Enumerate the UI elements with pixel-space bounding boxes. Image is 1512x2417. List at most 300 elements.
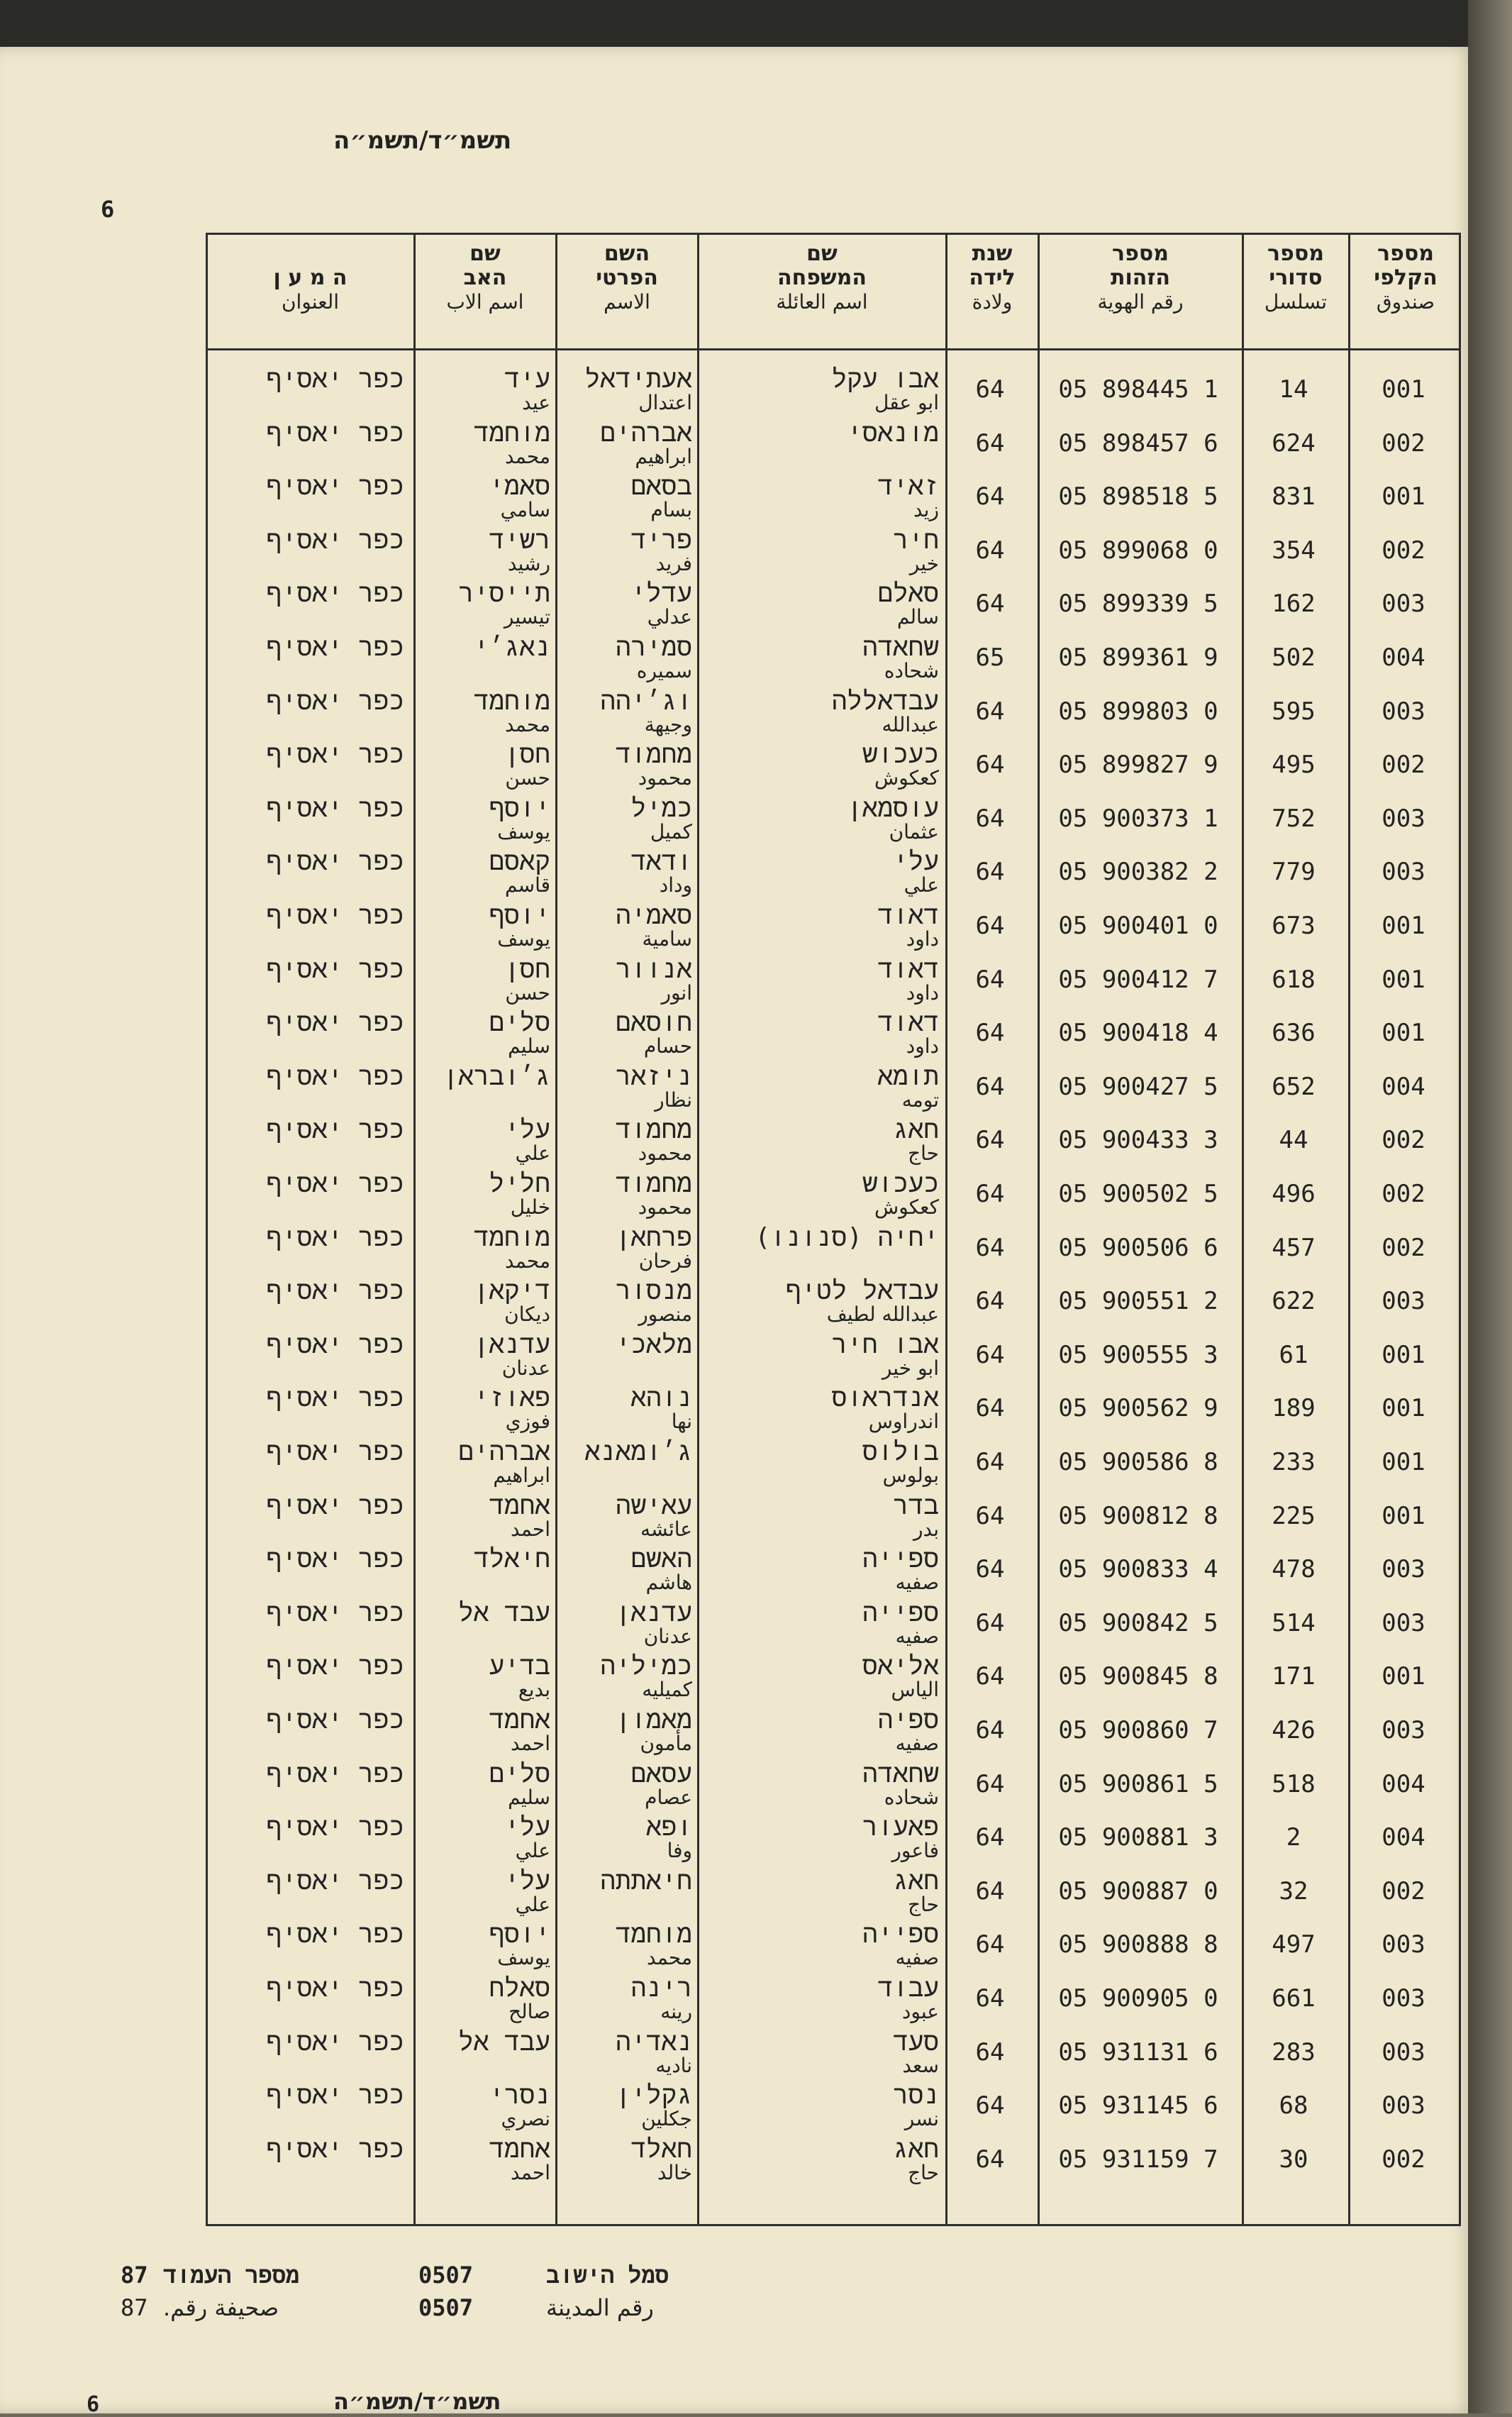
address-cell: כפר יאסיף — [266, 1329, 404, 1359]
father-name-cell — [417, 1760, 550, 1814]
header-id-number: מספר הזהות رقم الهوية — [1097, 241, 1184, 314]
father-name-arabic: محمد — [505, 712, 550, 736]
family-name-hebrew: תומא — [877, 1061, 939, 1091]
header-birth-year: שנת לידה ولادة — [969, 241, 1016, 314]
family-name-hebrew: חאג — [893, 2134, 939, 2164]
first-name-hebrew: מאמון — [615, 1705, 692, 1735]
father-name-hebrew: בדיע — [489, 1652, 550, 1681]
birth-year-cell: 64 — [975, 1876, 1005, 1906]
table-row — [206, 526, 1461, 580]
first-name-hebrew: סאמיה — [615, 901, 692, 930]
first-name-arabic: كميل — [650, 819, 692, 844]
family-name-arabic: حاج — [908, 1892, 939, 1916]
serial-cell: 14 — [1279, 375, 1308, 404]
birth-year-cell: 64 — [975, 1984, 1005, 2013]
ballot-cell: 004 — [1382, 643, 1425, 672]
birth-year-cell: 64 — [975, 1448, 1005, 1476]
family-name-arabic: شحاده — [884, 659, 939, 682]
birth-year-cell: 64 — [975, 1930, 1005, 1959]
father-name-cell — [417, 1116, 550, 1170]
father-name-hebrew: נאג׳י — [473, 633, 550, 662]
father-name-arabic: عيد — [522, 391, 550, 414]
father-name-hebrew: יוסף — [489, 793, 550, 823]
ballot-cell: 003 — [1382, 1716, 1425, 1744]
table-row — [206, 1867, 1461, 1921]
id-number-cell: 05 900427 5 — [1058, 1072, 1218, 1101]
father-name-arabic: ديكان — [504, 1302, 550, 1327]
family-name-hebrew: חאג — [893, 1866, 939, 1896]
family-name-arabic: سالم — [896, 605, 939, 629]
father-name-hebrew: סלים — [489, 1759, 550, 1788]
first-name-hebrew: עסאם — [630, 1759, 692, 1788]
id-number-cell: 05 900555 3 — [1058, 1340, 1218, 1369]
birth-year-cell: 64 — [975, 2145, 1005, 2174]
birth-year-cell: 64 — [975, 751, 1005, 780]
table-row — [206, 1652, 1461, 1706]
serial-cell: 661 — [1272, 1984, 1316, 2013]
footer-page-value: 87 — [121, 2262, 148, 2289]
id-number-cell: 05 899339 5 — [1058, 590, 1218, 619]
family-name-cell — [702, 634, 939, 687]
birth-year-cell: 64 — [975, 1662, 1005, 1691]
serial-cell: 162 — [1272, 590, 1316, 619]
father-name-cell — [417, 1063, 550, 1117]
serial-cell: 636 — [1272, 1019, 1316, 1048]
table-row — [206, 741, 1461, 795]
table-row — [206, 1545, 1461, 1599]
father-name-hebrew: מוחמד — [473, 1222, 550, 1252]
father-name-arabic: حسن — [505, 980, 550, 1005]
first-name-cell — [560, 1706, 692, 1760]
family-name-cell — [702, 1063, 939, 1117]
ballot-cell: 002 — [1382, 1233, 1425, 1262]
address-cell: כפר יאסיף — [266, 1115, 404, 1145]
first-name-hebrew: אברהים — [600, 418, 692, 448]
family-name-cell — [702, 580, 939, 634]
family-name-cell — [702, 741, 939, 795]
first-name-hebrew: ניזאר — [615, 1061, 692, 1091]
family-name-hebrew: דאוד — [877, 954, 939, 984]
table-row — [206, 1063, 1461, 1117]
table-row — [206, 1492, 1461, 1546]
family-name-hebrew: עבדאל לטיף — [785, 1276, 939, 1306]
father-name-arabic: احمد — [511, 1517, 550, 1541]
first-name-arabic: فريد — [655, 551, 692, 575]
father-name-arabic: حسن — [505, 766, 550, 790]
address-cell: כפר יאסיף — [266, 472, 404, 502]
father-name-arabic: قاسم — [504, 873, 550, 897]
first-name-hebrew: מחמוד — [615, 1115, 692, 1145]
address-cell: כפר יאסיף — [266, 1974, 404, 2003]
family-name-arabic: حاج — [908, 2160, 939, 2184]
table-row — [206, 1116, 1461, 1170]
family-name-cell — [702, 1277, 939, 1331]
first-name-hebrew: מחמוד — [615, 740, 692, 770]
first-name-cell — [560, 580, 692, 634]
first-name-arabic: كميليه — [642, 1678, 692, 1702]
id-number-cell: 05 900502 5 — [1058, 1180, 1218, 1208]
family-name-cell — [702, 1331, 939, 1385]
family-name-cell — [702, 1545, 939, 1599]
first-name-cell — [560, 1760, 692, 1814]
first-name-arabic: عدلي — [647, 605, 692, 629]
first-name-hebrew: ג׳ומאנא — [584, 1437, 692, 1466]
family-name-hebrew: אבו חיר — [831, 1329, 939, 1359]
father-name-hebrew: רשיד — [489, 525, 550, 555]
address-cell: כפר יאסיף — [266, 365, 404, 394]
footer-settlement-code-ar: 0507 — [418, 2294, 474, 2321]
father-name-cell — [417, 795, 550, 848]
father-name-arabic: محمد — [505, 444, 550, 468]
family-name-arabic: داود — [906, 1034, 939, 1058]
serial-cell: 497 — [1272, 1930, 1316, 1959]
serial-cell: 225 — [1272, 1501, 1316, 1530]
serial-cell: 61 — [1279, 1340, 1308, 1369]
first-name-cell — [560, 848, 692, 902]
father-name-arabic: خليل — [510, 1195, 550, 1219]
ballot-cell: 003 — [1382, 590, 1425, 619]
first-name-hebrew: מוחמד — [615, 1920, 692, 1949]
id-number-cell: 05 899361 9 — [1058, 643, 1218, 672]
father-name-hebrew: סאמי — [489, 472, 550, 502]
next-page-header-title: תשמ״ד/תשמ״ה — [333, 2388, 501, 2415]
id-number-cell: 05 900506 6 — [1058, 1233, 1218, 1262]
table-row — [206, 365, 1461, 419]
first-name-cell — [560, 1438, 692, 1492]
ballot-cell: 001 — [1382, 1662, 1425, 1691]
table-row — [206, 1813, 1461, 1867]
family-name-cell — [702, 1170, 939, 1224]
first-name-arabic: محمود — [638, 766, 692, 790]
id-number-cell: 05 899827 9 — [1058, 751, 1218, 780]
birth-year-cell: 64 — [975, 1126, 1005, 1155]
ballot-cell: 003 — [1382, 1984, 1425, 2013]
birth-year-cell: 64 — [975, 536, 1005, 565]
family-name-hebrew: יחיה (סנונו) — [755, 1222, 939, 1252]
father-name-arabic: سامي — [500, 498, 550, 522]
first-name-hebrew: חיאתתה — [600, 1866, 692, 1896]
father-name-cell — [417, 956, 550, 1010]
father-name-arabic: رشيد — [507, 551, 550, 575]
first-name-cell — [560, 1867, 692, 1921]
birth-year-cell: 64 — [975, 2091, 1005, 2120]
first-name-cell — [560, 1331, 692, 1385]
father-name-hebrew: סאלח — [489, 1974, 550, 2003]
family-name-hebrew: דאוד — [877, 1008, 939, 1038]
family-name-arabic: ابو خير — [882, 1356, 939, 1380]
id-number-cell: 05 899803 0 — [1058, 697, 1218, 726]
table-row — [206, 419, 1461, 473]
address-cell: כפר יאסיף — [266, 2134, 404, 2164]
ballot-cell: 001 — [1382, 1394, 1425, 1423]
serial-cell: 618 — [1272, 965, 1316, 994]
father-name-cell — [417, 1438, 550, 1492]
serial-cell: 68 — [1279, 2091, 1308, 2120]
page-edge-shadow — [1468, 0, 1512, 2413]
id-number-cell: 05 900373 1 — [1058, 804, 1218, 833]
first-name-arabic: وداد — [659, 873, 692, 897]
footer-settlement-code: 0507 — [418, 2262, 474, 2289]
first-name-hebrew: ופא — [646, 1813, 692, 1842]
first-name-arabic: نظار — [655, 1088, 692, 1112]
header-first-name: השם הפרטי الاسم — [596, 241, 658, 314]
table-row — [206, 1706, 1461, 1760]
father-name-cell — [417, 2028, 550, 2082]
family-name-hebrew: אבו עקל — [831, 365, 939, 394]
first-name-cell — [560, 1920, 692, 1974]
family-name-cell — [702, 1974, 939, 2028]
table-row — [206, 1170, 1461, 1224]
ballot-cell: 002 — [1382, 2145, 1425, 2174]
father-name-hebrew: יוסף — [489, 1920, 550, 1949]
birth-year-cell: 64 — [975, 858, 1005, 887]
father-name-arabic: يوسف — [497, 927, 550, 951]
first-name-hebrew: סמירה — [615, 633, 692, 662]
table-row — [206, 1331, 1461, 1385]
address-cell: כפר יאסיף — [266, 1652, 404, 1681]
first-name-hebrew: אנוור — [615, 954, 692, 984]
address-cell: כפר יאסיף — [266, 1169, 404, 1198]
family-name-hebrew: חיר — [893, 525, 939, 555]
ballot-cell: 002 — [1382, 536, 1425, 565]
ballot-cell: 001 — [1382, 912, 1425, 940]
header-father-name: שם האב اسم الاب — [446, 241, 524, 314]
ballot-cell: 003 — [1382, 2037, 1425, 2067]
table-row — [206, 1438, 1461, 1492]
birth-year-cell: 64 — [975, 482, 1005, 511]
address-cell: כפר יאסיף — [266, 1705, 404, 1735]
first-name-arabic: وجيهة — [644, 712, 692, 736]
ballot-cell: 003 — [1382, 1608, 1425, 1637]
father-name-arabic: يوسف — [497, 1946, 550, 1970]
footer-settlement-label-ar: رقم المدينة — [546, 2294, 654, 2321]
first-name-hebrew: רינה — [630, 1974, 692, 2003]
first-name-arabic: محمود — [638, 1195, 692, 1219]
first-name-hebrew: פריד — [630, 525, 692, 555]
family-name-cell — [702, 1116, 939, 1170]
id-number-cell: 05 900586 8 — [1058, 1448, 1218, 1476]
family-name-cell — [702, 1599, 939, 1653]
table-row — [206, 687, 1461, 741]
family-name-arabic: بدر — [913, 1517, 939, 1541]
family-name-arabic: نسر — [904, 2107, 939, 2131]
father-name-cell — [417, 687, 550, 741]
first-name-arabic: فرحان — [638, 1249, 692, 1273]
family-name-arabic: عبدالله لطيف — [826, 1302, 939, 1327]
id-number-cell: 05 900382 2 — [1058, 858, 1218, 887]
father-name-arabic: بديع — [518, 1678, 550, 1702]
address-cell: כפר יאסיף — [266, 1544, 404, 1574]
family-name-arabic: كعكوش — [874, 766, 939, 790]
family-name-arabic: حاج — [908, 1141, 939, 1166]
first-name-arabic: بسام — [650, 498, 692, 522]
address-cell: כפר יאסיף — [266, 1490, 404, 1520]
first-name-arabic: محمود — [638, 1141, 692, 1166]
family-name-cell — [702, 1438, 939, 1492]
family-name-hebrew: עבדאללה — [831, 686, 939, 716]
serial-cell: 518 — [1272, 1769, 1316, 1798]
id-number-cell: 05 931131 6 — [1058, 2037, 1218, 2067]
father-name-arabic: فوزي — [505, 1410, 550, 1434]
address-cell: כפר יאסיף — [266, 2081, 404, 2111]
first-name-cell — [560, 1009, 692, 1063]
father-name-cell — [417, 1492, 550, 1546]
first-name-cell — [560, 687, 692, 741]
father-name-cell — [417, 1224, 550, 1278]
father-name-cell — [417, 365, 550, 419]
id-number-cell: 05 900881 3 — [1058, 1823, 1218, 1852]
first-name-hebrew: עדנאן — [615, 1598, 692, 1627]
first-name-cell — [560, 2135, 692, 2189]
id-number-cell: 05 900887 0 — [1058, 1876, 1218, 1906]
address-cell: כפר יאסיף — [266, 1920, 404, 1949]
first-name-hebrew: וג׳יהה — [600, 686, 692, 716]
id-number-cell: 05 898518 5 — [1058, 482, 1218, 511]
father-name-cell — [417, 580, 550, 634]
father-name-hebrew: קאסם — [489, 847, 550, 877]
family-name-hebrew: בדר — [893, 1490, 939, 1520]
ballot-cell: 001 — [1382, 1019, 1425, 1048]
father-name-hebrew: אחמד — [489, 1705, 550, 1735]
father-name-hebrew: חסן — [504, 954, 550, 984]
birth-year-cell: 64 — [975, 1769, 1005, 1798]
first-name-arabic: عائشه — [640, 1517, 692, 1541]
family-name-hebrew: ספייה — [862, 1598, 939, 1627]
serial-cell: 283 — [1272, 2037, 1316, 2067]
father-name-arabic: احمد — [511, 2160, 550, 2184]
address-cell: כפר יאסיף — [266, 1813, 404, 1842]
first-name-arabic: وفا — [667, 1839, 692, 1863]
id-number-cell: 05 900433 3 — [1058, 1126, 1218, 1155]
first-name-hebrew: עאישה — [615, 1490, 692, 1520]
id-number-cell: 05 931159 7 — [1058, 2145, 1218, 2174]
ballot-cell: 003 — [1382, 858, 1425, 887]
first-name-cell — [560, 2028, 692, 2082]
ballot-cell: 003 — [1382, 697, 1425, 726]
father-name-hebrew: מוחמד — [473, 418, 550, 448]
first-name-cell — [560, 1599, 692, 1653]
id-number-cell: 05 900861 5 — [1058, 1769, 1218, 1798]
family-name-hebrew: עלי — [893, 847, 939, 877]
father-name-cell — [417, 526, 550, 580]
father-name-cell — [417, 1599, 550, 1653]
father-name-cell — [417, 419, 550, 473]
family-name-arabic: داود — [906, 980, 939, 1005]
table-row — [206, 634, 1461, 687]
table-row — [206, 1224, 1461, 1278]
family-name-arabic: خير — [909, 551, 939, 575]
family-name-hebrew: בולוס — [862, 1437, 939, 1466]
family-name-arabic: تومه — [901, 1088, 939, 1112]
birth-year-cell: 64 — [975, 1019, 1005, 1048]
father-name-cell — [417, 1867, 550, 1921]
father-name-cell — [417, 848, 550, 902]
first-name-cell — [560, 634, 692, 687]
serial-cell: 502 — [1272, 643, 1316, 672]
family-name-cell — [702, 419, 939, 473]
father-name-cell — [417, 1545, 550, 1599]
family-name-cell — [702, 365, 939, 419]
father-name-cell — [417, 1706, 550, 1760]
father-name-cell — [417, 1170, 550, 1224]
address-cell: כפר יאסיף — [266, 1008, 404, 1038]
table-row — [206, 795, 1461, 848]
id-number-cell: 05 899068 0 — [1058, 536, 1218, 565]
page-number: 6 — [101, 196, 115, 223]
father-name-arabic: احمد — [511, 1732, 550, 1755]
father-name-hebrew: עלי — [504, 1115, 550, 1145]
father-name-arabic: سليم — [508, 1034, 550, 1058]
family-name-arabic: ابو عقل — [874, 391, 939, 414]
first-name-arabic: عصام — [645, 1785, 692, 1809]
footer-page-label-ar: صحيفة رقم. — [163, 2294, 279, 2321]
father-name-hebrew: עיד — [504, 365, 550, 394]
address-cell: כפר יאסיף — [266, 1866, 404, 1896]
family-name-hebrew: סעד — [893, 2027, 939, 2057]
serial-cell: 831 — [1272, 482, 1316, 511]
serial-cell: 426 — [1272, 1716, 1316, 1744]
father-name-hebrew: עבד אל — [458, 2027, 550, 2057]
serial-cell: 495 — [1272, 751, 1316, 780]
ballot-cell: 004 — [1382, 1072, 1425, 1101]
birth-year-cell: 64 — [975, 1072, 1005, 1101]
family-name-arabic: داود — [906, 927, 939, 951]
ballot-cell: 002 — [1382, 428, 1425, 458]
family-name-hebrew: עוסמאן — [847, 793, 939, 823]
ballot-cell: 004 — [1382, 1769, 1425, 1798]
family-name-arabic: صفيه — [895, 1624, 939, 1648]
serial-cell: 478 — [1272, 1555, 1316, 1584]
address-cell: כפר יאסיף — [266, 579, 404, 609]
first-name-cell — [560, 1492, 692, 1546]
table-row — [206, 1599, 1461, 1653]
first-name-cell — [560, 1170, 692, 1224]
father-name-cell — [417, 1813, 550, 1867]
family-name-hebrew: מונאסי — [847, 418, 939, 448]
family-name-hebrew: נסר — [893, 2081, 939, 2111]
first-name-cell — [560, 795, 692, 848]
father-name-cell — [417, 1331, 550, 1385]
serial-cell: 652 — [1272, 1072, 1316, 1101]
family-name-hebrew: שחאדה — [862, 633, 939, 662]
first-name-arabic: ناديه — [655, 2053, 692, 2077]
id-number-cell: 05 900845 8 — [1058, 1662, 1218, 1691]
page-header-title: תשמ״ד/תשמ״ה — [333, 126, 512, 155]
family-name-hebrew: ספייה — [862, 1544, 939, 1574]
id-number-cell: 05 900551 2 — [1058, 1287, 1218, 1316]
table-row — [206, 1009, 1461, 1063]
father-name-cell — [417, 1920, 550, 1974]
first-name-hebrew: כמיל — [630, 793, 692, 823]
birth-year-cell: 64 — [975, 697, 1005, 726]
father-name-arabic: يوسف — [497, 819, 550, 844]
id-number-cell: 05 900833 4 — [1058, 1555, 1218, 1584]
address-cell: כפר יאסיף — [266, 525, 404, 555]
father-name-hebrew: עלי — [504, 1866, 550, 1896]
family-name-hebrew: פאעור — [862, 1813, 939, 1842]
first-name-hebrew: אעתידאל — [584, 365, 692, 394]
first-name-hebrew: גקלין — [615, 2081, 692, 2111]
serial-cell: 496 — [1272, 1180, 1316, 1208]
first-name-arabic: منصور — [638, 1302, 692, 1327]
family-name-cell — [702, 1813, 939, 1867]
family-name-arabic: شحاده — [884, 1785, 939, 1809]
family-name-arabic: سعد — [902, 2053, 939, 2077]
first-name-hebrew: עדלי — [630, 579, 692, 609]
serial-cell: 595 — [1272, 697, 1316, 726]
address-cell: כפר יאסיף — [266, 847, 404, 877]
father-name-cell — [417, 902, 550, 956]
